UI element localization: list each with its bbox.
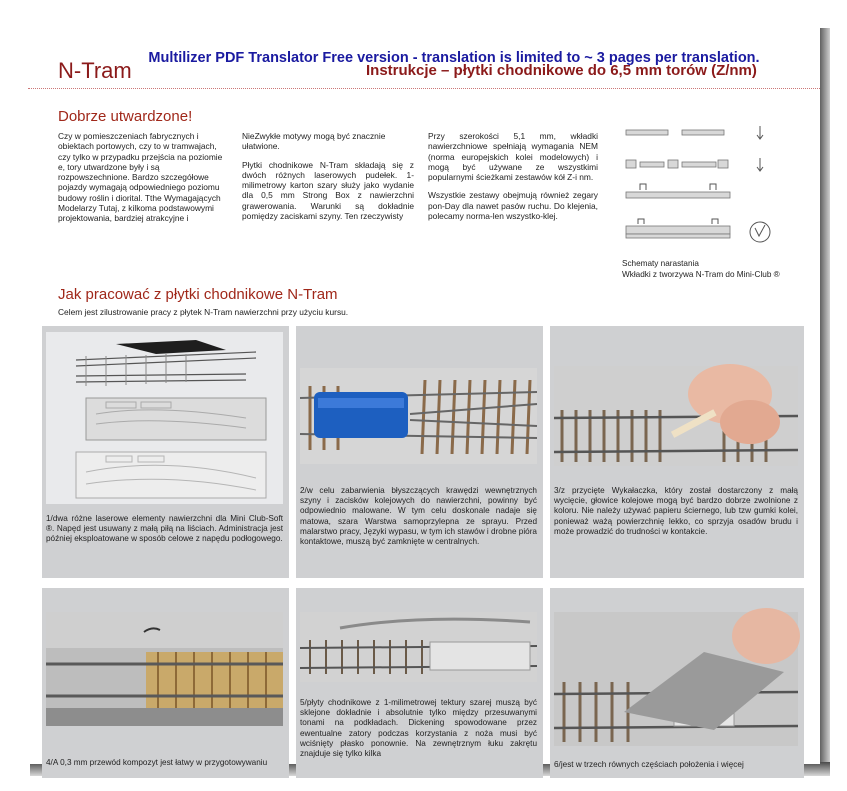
step-4-caption: 4/A 0,3 mm przewód kompozyt jest łatwy w przygotowywaniu (46, 758, 268, 767)
paragraph: Płytki chodnikowe N-Tram składają się z dwóch różnych laserowych pudełek. 1-milimetrowy karton szary służy jako wydanie dla 0,5 mm Strong Box z nawierzchni grawerowania. Warunki są dokładnie pomiędzy zaciskami szyny. Ten rzeczywisty (242, 159, 414, 222)
step-panel-3 (550, 326, 804, 578)
header-divider (28, 88, 820, 89)
document-page (28, 24, 820, 769)
step-5-caption: 5/płyty chodnikowe z 1-milimetrowej tektury szarej muszą być sklejone dokładnie i absolutnie tylko między przesuwanymi tonami na podkładach. Dickening spowodowane przez ewentualne zatory podczas korzystania z noża musi być wciśnięty płasko ponownie. Na zewnętrznym łuku zakrętu znajduje się tylko kilka (300, 698, 537, 759)
assembly-schematic-diagram (620, 124, 800, 254)
step-4-photo (46, 612, 283, 726)
step-3-photo (554, 366, 798, 466)
paragraph: Przy szerokości 5,1 mm, wkładki nawierzchniowe spełniają wymagania NEM (norma europejskich kolei modelowych) i mogą być używane ze wszystkimi popularnymi ścieżkami zestawów kół Z-i nm. (428, 131, 598, 183)
section-heading-howto: Jak pracować z płytki chodnikowe N-Tram (58, 286, 338, 303)
text-column-1 (58, 131, 230, 232)
step-panel-2 (296, 326, 543, 578)
step-3-caption: 3/z przycięte Wykałaczka, który został dostarczony z małą wycięcie, głowice kolejowe mogą być bardzo dobrze zwolnione z koloru. Nie należy używać papieru ściernego, lub tzw gumki kolei, ponieważ ważą powierzchnię lekko, co sprzyja osadów brudu i może prowadzić do trudności w kontakcie. (554, 486, 798, 536)
step-6-photo (554, 612, 798, 746)
step-panel-4 (42, 588, 289, 778)
brand-title: N-Tram (58, 58, 132, 83)
schematic-caption-line-1: Schematy narastania (622, 259, 699, 268)
step-5-photo (300, 612, 537, 682)
step-panel-5 (296, 588, 543, 778)
section-intro: Celem jest zilustrowanie pracy z płytek N-Tram nawierzchni przy użyciu kursu. (58, 307, 349, 317)
translator-watermark: Multilizer PDF Translator Free version - translation is limited to ~ 3 pages per translation. (148, 50, 760, 66)
paragraph: Czy w pomieszczeniach fabrycznych i obiektach portowych, czy to w tramwajach, czy tylko w przypadku przejścia na poziomie e, tory utwardzone były i są rozpowszechnione. Bardzo szczegółowe pojazdy wymagają odpowiedniego poziomu budowy roślin i diorital. Tthe Wymagających Modelarzy Tutaj, z kilkoma podstawowymi projektowania, bardziej atrakcyjne i (58, 131, 223, 224)
step-6-caption: 6/jest w trzech równych częściach położenia i więcej (554, 760, 744, 769)
paragraph: NieZwykłe motywy mogą być znacznie ułatwione. (242, 131, 386, 152)
document-subtitle: Instrukcje – płytki chodnikowe do 6,5 mm torów (Z/nm) (366, 62, 757, 79)
step-panel-6 (550, 588, 804, 778)
schematic-caption-line-2: Wkładki z tworzywa N-Tram do Mini-Club ® (622, 270, 780, 279)
section-heading-hardened: Dobrze utwardzone! (58, 108, 193, 125)
step-panel-1 (42, 326, 289, 578)
text-column-3 (428, 131, 598, 229)
step-2-caption: 2/w celu zabarwienia błyszczących krawędzi wewnętrznych szyny i zacisków kolejowych do nawierzchni, powinny być odpowiednio malowane. W tym celu doskonale nadaje się matowa, szara Warstwa samoprzylepna ze sprayu. Przed malarstwo pracy, Języki wypasu, w tym ich stawów i drobne pióra kontaktowe, muszą być zamknięte w centralnych. (300, 486, 537, 547)
step-1-caption: 1/dwa różne laserowe elementy nawierzchni dla Mini Club-Soft ®. Napęd jest usuwany z małą piłą na liściach. Administracja jest później eksploatowane w sposób celowe z napędu podłogowego. (46, 514, 283, 544)
step-2-photo (300, 368, 537, 464)
schematic-caption (622, 258, 780, 280)
step-1-photo (46, 332, 283, 504)
text-column-2 (242, 131, 414, 229)
paragraph: Wszystkie zestawy obejmują również zegary pon-Day dla nawet pasów ruchu. Do klejenia, polecamy norma-len wszystko-klej. (428, 190, 598, 222)
